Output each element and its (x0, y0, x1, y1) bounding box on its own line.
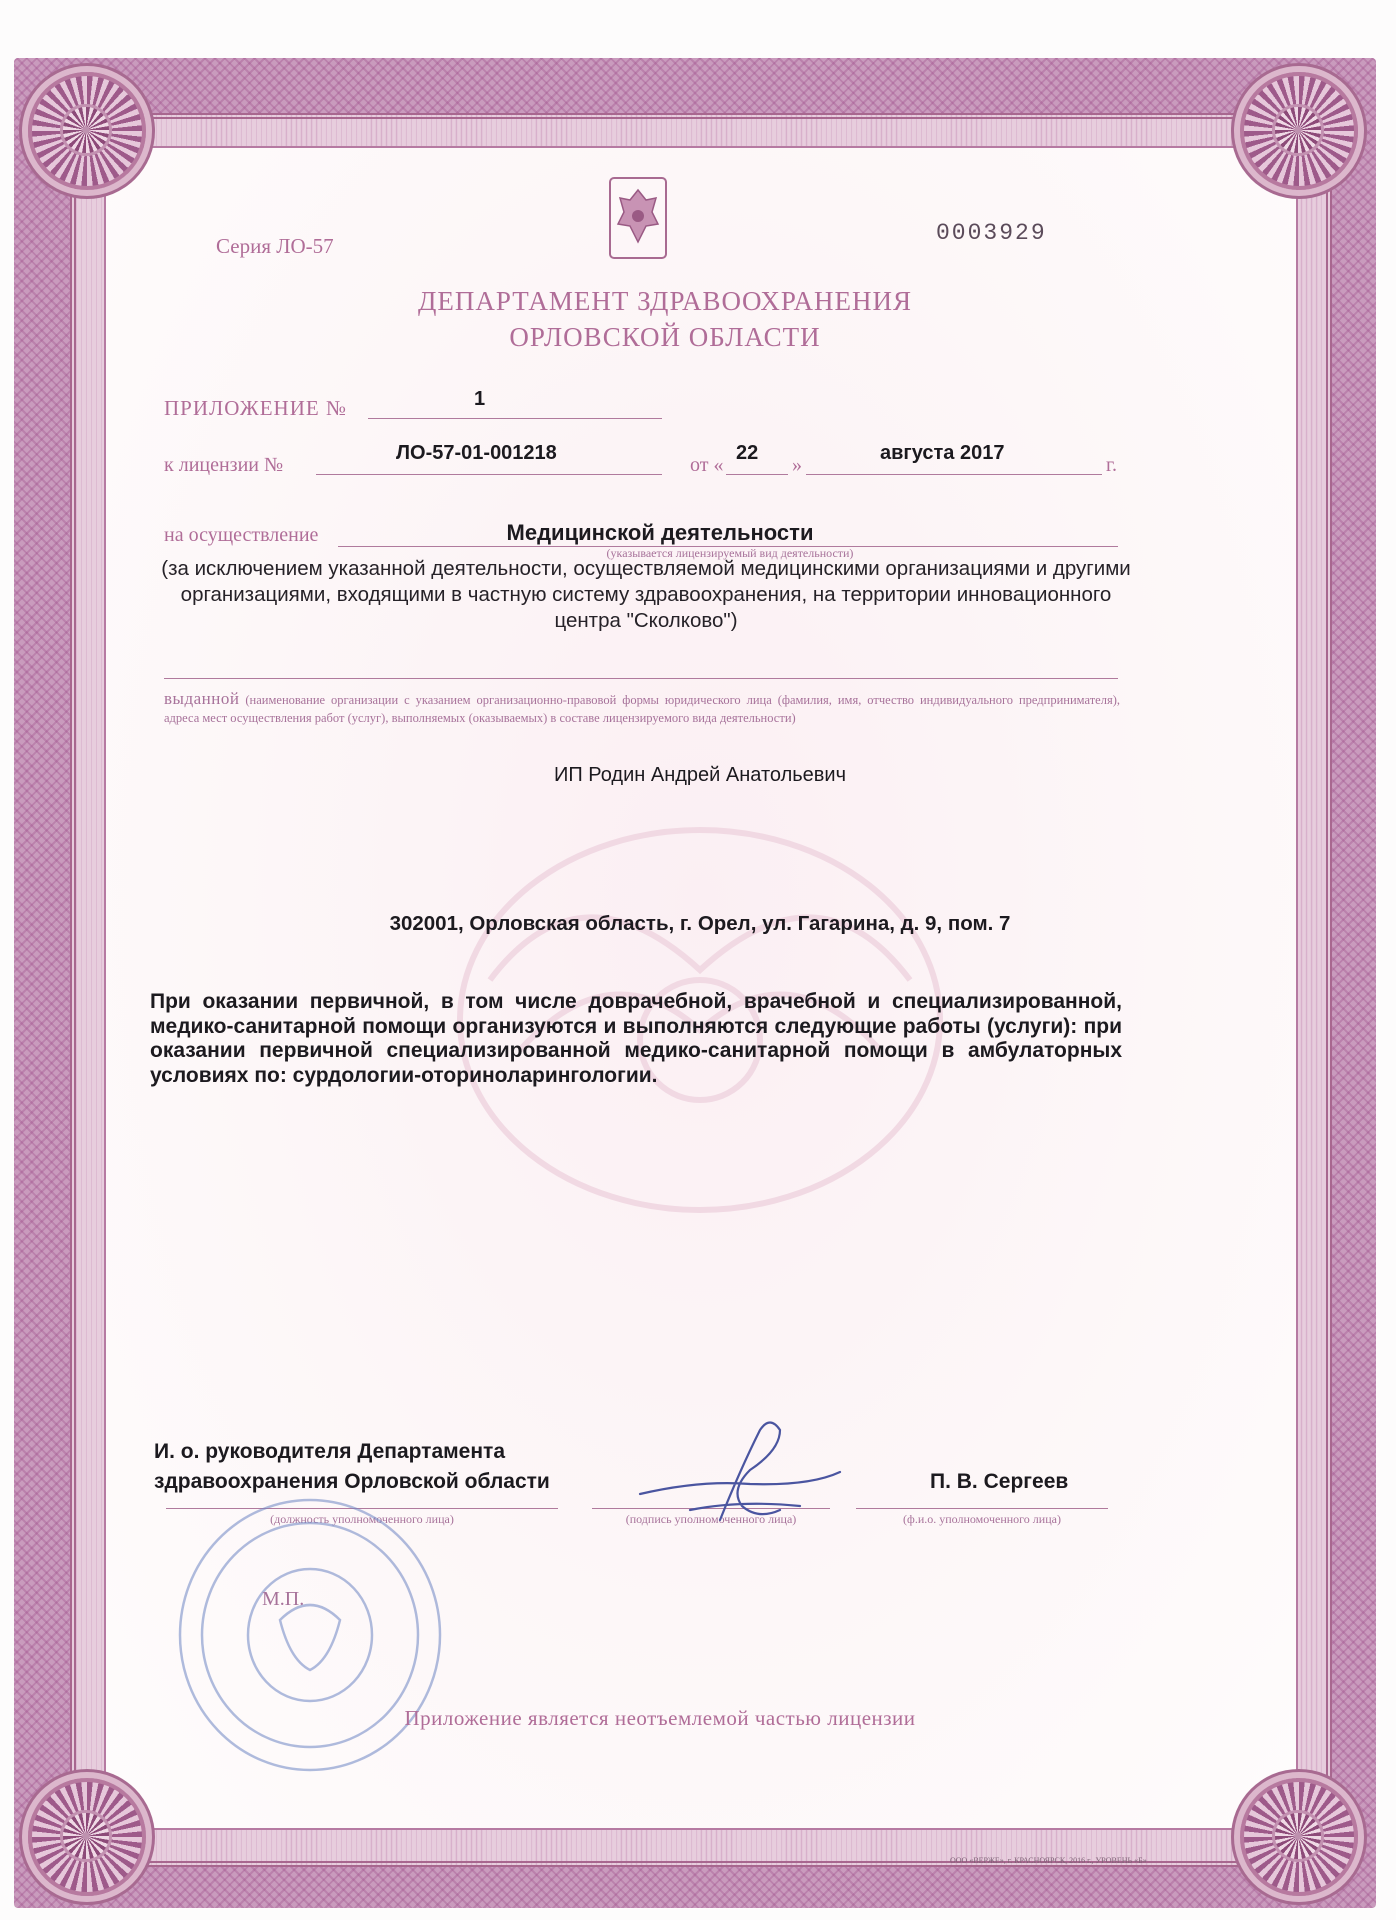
license-day: 22 (736, 442, 759, 464)
issued-label: выданной (164, 689, 240, 708)
license-number: ЛО-57-01-001218 (396, 442, 557, 464)
position-hint: (должность уполномоченного лица) (270, 1512, 454, 1526)
appendix-number: 1 (474, 388, 486, 410)
license-day-line (726, 474, 788, 475)
name-hint: (ф.и.о. уполномоченного лица) (903, 1512, 1061, 1526)
issued-block (164, 690, 1120, 727)
activity-description: (за исключением указанной деятельности, осуществляемой медицинскими организациями и другими организациями, входящими в частную систему здравоохранения, на территории инновационного центра "Сколково") (161, 557, 1131, 632)
signer-position-line1: И. о. руководителя Департамента (154, 1440, 506, 1463)
corner-rosette-top-left (28, 72, 146, 190)
coat-of-arms-icon (608, 176, 668, 260)
corner-rosette-bottom-left (28, 1778, 146, 1896)
issued-line (164, 678, 1118, 679)
appendix-note: Приложение является неотъемлемой частью лицензии (404, 1706, 916, 1730)
holder-address: 302001, Орловская область, г. Орел, ул. Гагарина, д. 9, пом. 7 (389, 912, 1011, 935)
license-label: к лицензии № (164, 454, 284, 476)
issued-hint: (наименование организации с указанием организационно-правовой формы юридического лица (фамилия, имя, отчество индивидуального предпринимателя), адреса мест осуществления работ (услуг), выполняемых (оказываемых) в составе лицензируемого вида деятельности) (164, 693, 1121, 725)
license-number-line (316, 474, 662, 475)
license-month-year: августа 2017 (880, 442, 1005, 464)
license-year-suffix: г. (1106, 454, 1117, 476)
appendix-label: ПРИЛОЖЕНИЕ № (164, 396, 347, 420)
department-title-line1: ДЕПАРТАМЕНТ ЗДРАВООХРАНЕНИЯ (418, 286, 912, 316)
official-stamp (170, 1490, 450, 1780)
license-holder: ИП Родин Андрей Анатольевич (553, 764, 847, 786)
signature-hint: (подпись уполномоченного лица) (625, 1512, 797, 1526)
series-label: Серия ЛО-57 (216, 234, 334, 258)
appendix-number-line (368, 418, 662, 419)
name-line (856, 1508, 1108, 1509)
department-title-line2: ОРЛОВСКОЙ ОБЛАСТИ (509, 322, 821, 352)
stamp-place-label: М.П. (262, 1588, 305, 1610)
activity-title: Медицинской деятельности (506, 520, 814, 545)
corner-rosette-bottom-right (1240, 1778, 1358, 1896)
printer-imprint: ООО «ВЕРЖЕ», г. КРАСНОЯРСК, 2016 г., УРОВЕНЬ «Б» (950, 1856, 1147, 1865)
license-month-line (806, 474, 1102, 475)
license-from-label: от « (690, 454, 724, 476)
handwritten-signature (630, 1410, 850, 1540)
activity-label: на осуществление (164, 524, 319, 546)
activity-hint: (указывается лицензируемый вид деятельности) (606, 546, 854, 560)
signer-position-line2: здравоохранения Орловской области (154, 1470, 550, 1493)
corner-rosette-top-right (1240, 72, 1358, 190)
signer-name: П. В. Сергеев (930, 1470, 1069, 1493)
services-text: При оказании первичной, в том числе доврачебной, врачебной и специализированной, медико-санитарной помощи организуются и выполняются следующие работы (услуги): при оказании первичной специализированной медико-санитарной помощи в амбулаторных условиях по: сурдологии-оториноларингологии. (150, 990, 1122, 1087)
serial-number: 0003929 (936, 220, 1047, 246)
license-day-close: » (792, 454, 802, 476)
